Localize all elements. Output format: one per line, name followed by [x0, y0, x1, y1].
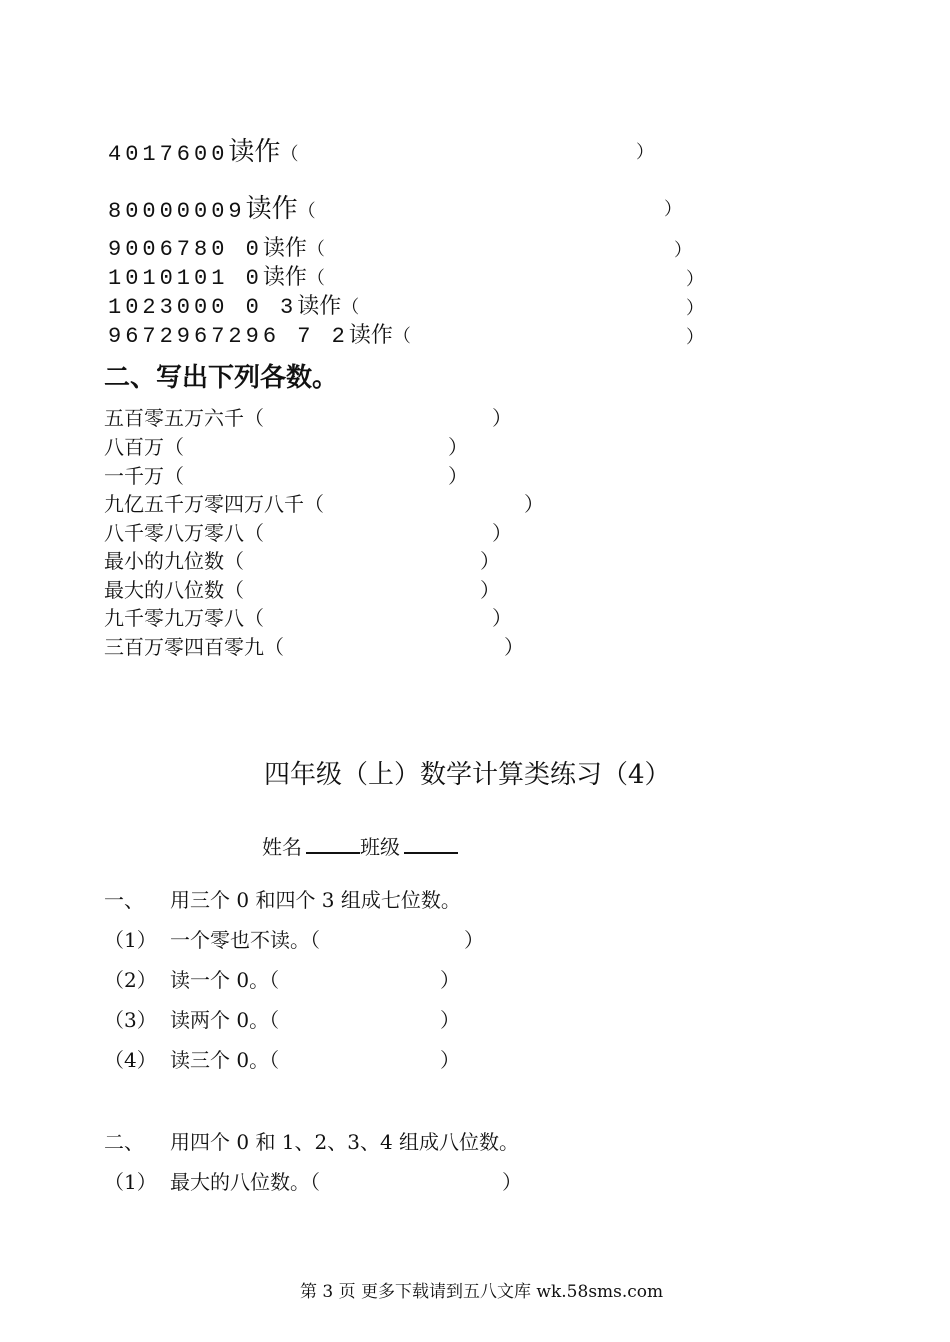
close-paren: ） — [492, 406, 512, 430]
close-paren: ） — [686, 269, 704, 290]
close-paren: ） — [686, 327, 704, 348]
read-row-5 — [108, 289, 359, 320]
q2-sub-text: 最大的八位数。（ — [170, 1170, 320, 1194]
q1-sub-text: 读三个 0。（ — [170, 1048, 280, 1072]
close-paren: ） — [492, 606, 512, 630]
q1-sub-text: 读一个 0。（ — [170, 968, 280, 992]
close-paren: ） — [448, 435, 468, 459]
q1-sub-marker: （1） — [104, 928, 157, 952]
class-label: 班级 — [360, 835, 400, 859]
read-label: 读作 — [348, 323, 393, 348]
list-item: 八千零八万零八（ — [104, 521, 264, 545]
list-item: 三百万零四百零九（ — [104, 635, 284, 659]
read-label: 读作 — [228, 137, 281, 167]
read-row-2 — [108, 188, 316, 225]
list-item: 最大的八位数（ — [104, 578, 244, 602]
q2-marker: 二、 — [104, 1130, 144, 1154]
read-row-4 — [108, 260, 325, 291]
open-paren: （ — [297, 201, 316, 222]
q1-sub-text: 一个零也不读。（ — [170, 928, 320, 952]
read-label: 读作 — [297, 294, 342, 319]
q1-sub-marker: （4） — [104, 1048, 157, 1072]
q2-text: 用四个 0 和 1、2、3、4 组成八位数。 — [170, 1130, 520, 1154]
list-item: 九亿五千万零四万八千（ — [104, 492, 324, 516]
close-paren: ） — [448, 464, 468, 488]
number-text: 9006780 0 — [108, 237, 263, 262]
list-item: 九千零九万零八（ — [104, 606, 264, 630]
number-text: 1010101 0 — [108, 266, 263, 291]
close-paren: ） — [636, 142, 654, 163]
read-row-6 — [108, 318, 411, 349]
close-paren: ） — [464, 928, 484, 952]
read-label: 读作 — [262, 236, 307, 261]
number-text: 80000009 — [108, 199, 246, 224]
close-paren: ） — [480, 578, 500, 602]
q1-text: 用三个 0 和四个 3 组成七位数。 — [170, 888, 461, 912]
page-footer: 第 3 页 更多下载请到五八文库 wk.58sms.com — [300, 1282, 664, 1302]
name-blank — [306, 834, 360, 854]
name-class-row — [262, 831, 458, 860]
open-paren: （ — [306, 268, 325, 289]
close-paren: ） — [524, 492, 544, 516]
read-row-3 — [108, 231, 325, 262]
list-item: 最小的九位数（ — [104, 549, 244, 573]
open-paren: （ — [392, 326, 411, 347]
number-text: 4017600 — [108, 142, 229, 167]
close-paren: ） — [502, 1170, 522, 1194]
read-label: 读作 — [262, 265, 307, 290]
close-paren: ） — [440, 1048, 460, 1072]
close-paren: ） — [674, 240, 692, 261]
section-heading: 二、写出下列各数。 — [104, 363, 339, 393]
close-paren: ） — [480, 549, 500, 573]
open-paren: （ — [341, 297, 360, 318]
close-paren: ） — [492, 521, 512, 545]
q1-sub-marker: （3） — [104, 1008, 157, 1032]
close-paren: ） — [504, 635, 524, 659]
number-text: 9672967296 7 2 — [108, 324, 349, 349]
q1-marker: 一、 — [104, 888, 144, 912]
close-paren: ） — [440, 968, 460, 992]
read-row-1 — [108, 131, 298, 168]
open-paren: （ — [306, 239, 325, 260]
q1-sub-text: 读两个 0。（ — [170, 1008, 280, 1032]
name-label: 姓名 — [262, 835, 302, 859]
page-title: 四年级（上）数学计算类练习（4） — [264, 760, 671, 790]
list-item: 一千万（ — [104, 464, 184, 488]
q1-sub-marker: （2） — [104, 968, 157, 992]
class-blank — [404, 834, 458, 854]
list-item: 八百万（ — [104, 435, 184, 459]
close-paren: ） — [440, 1008, 460, 1032]
q2-sub-marker: （1） — [104, 1170, 157, 1194]
number-text: 1023000 0 3 — [108, 295, 298, 320]
list-item: 五百零五万六千（ — [104, 406, 264, 430]
open-paren: （ — [280, 144, 299, 165]
close-paren: ） — [664, 199, 682, 220]
close-paren: ） — [686, 298, 704, 319]
read-label: 读作 — [245, 194, 298, 224]
